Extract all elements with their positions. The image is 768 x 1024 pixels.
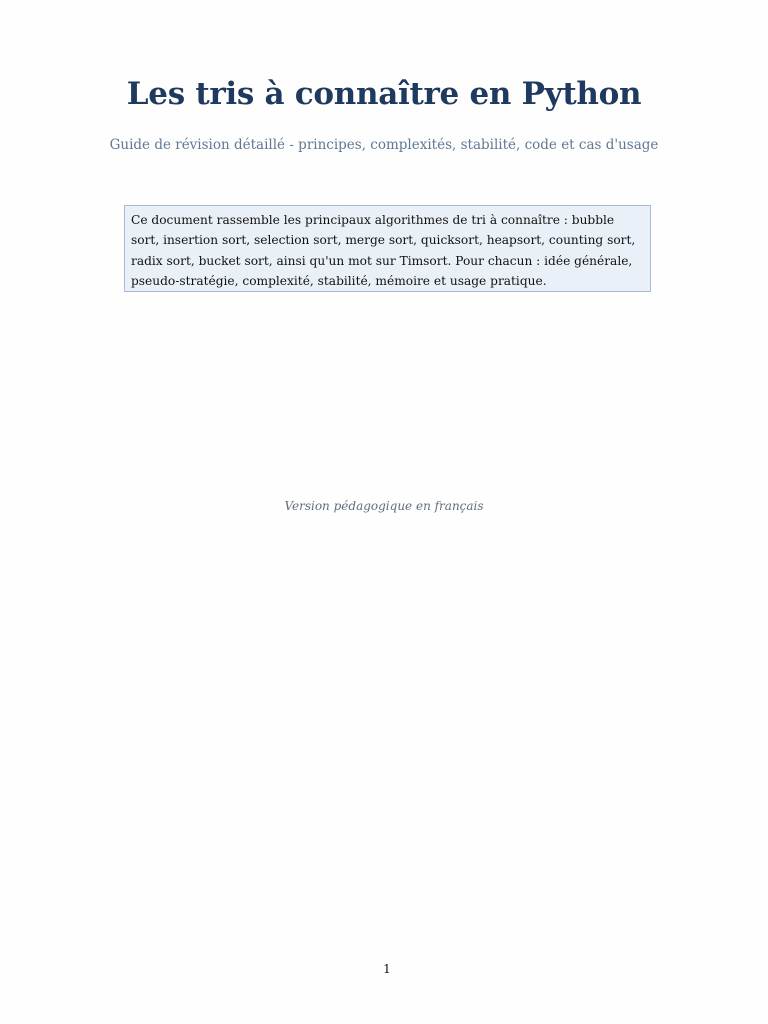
- version-note: Version pédagogique en français: [284, 499, 484, 513]
- document-subtitle: Guide de révision détaillé - principes, complexités, stabilité, code et cas d'usage: [109, 137, 659, 153]
- intro-box: Ce document rassemble les principaux algorithmes de tri à connaître : bubble sort, insertion sort, selection sort, merge sort, quicksort, heapsort, counting sort, radix sort, bucket sort, ainsi qu'un mot sur Timsort. Pour chacun : idée générale, pseudo-stratégie, complexité, stabilité, mémoire et usage pratique.: [124, 205, 651, 292]
- page-number: 1: [383, 962, 391, 976]
- document-title: Les tris à connaître en Python: [126, 76, 642, 112]
